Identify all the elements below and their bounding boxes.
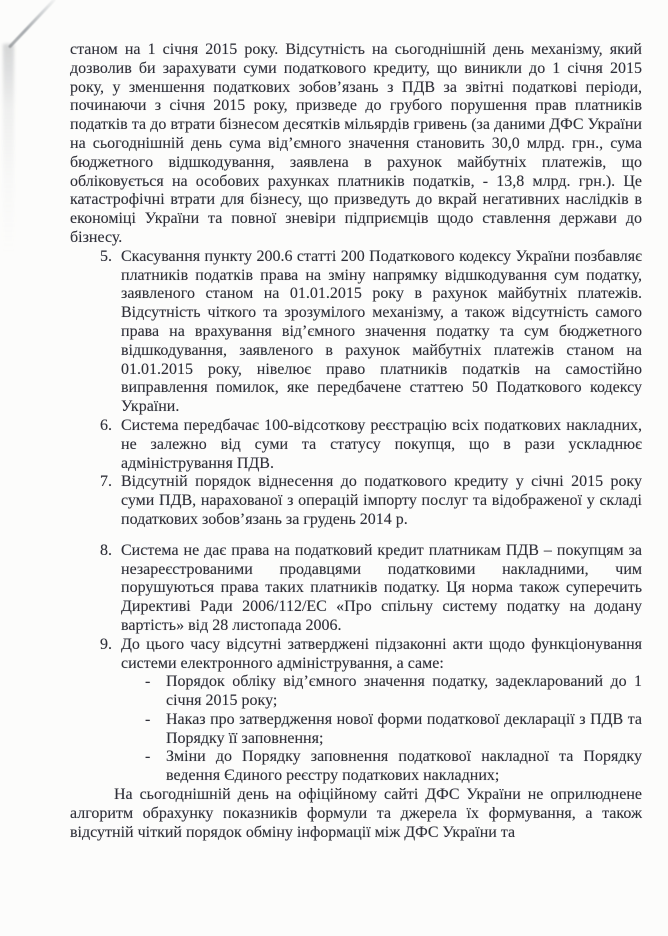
list-item-5-text: Скасування пункту 200.6 статті 200 Податкового кодексу України позбавляє платників податків права на зміну напрямку відшкодування сум податку, заявленого станом на 01.01.2015 року в рахунок майбутніх платежів. Відсутність чіткого та зрозумілого механізму, а також відсутність самого права на врахування від’ємного значення податку та сум бюджетного відшкодування, заявленого в рахунок майбутніх платежів станом на 01.01.2015 року, нівелює право платників податків на самостійно виправлення помилок, яке передбачене статтею 50 Податкового кодексу України. <box>121 247 642 416</box>
document-body <box>70 41 642 842</box>
list-item-8 <box>100 541 642 636</box>
scan-corner-fold-artifact <box>8 0 56 49</box>
list-item-9-sub-2-text: Наказ про затвердження нової форми податкової декларації з ПДВ та Порядку її заповнення; <box>166 710 642 747</box>
closing-paragraph: На сьогоднішній день на офіційному сайті ДФС України не оприлюднене алгоритм обрахунку показників формули та джерела їх формування, а також відсутній чіткий порядок обміну інформації між ДФС України та <box>70 786 642 841</box>
list-item-8-text: Система не дає права на податковий кредит платникам ПДВ – покупцям за незареєстрованими продавцями податковими накладними, чим порушуються права таких платників податку. Ця норма також суперечить Директиві Ради 2006/112/ЕС «Про спільну систему податку на додану вартість» від 28 листопада 2006. <box>121 541 642 634</box>
list-item-5-number: 5. <box>100 247 112 265</box>
list-item-9-sub-1-text: Порядок обліку від’ємного значення податку, задекларований до 1 січня 2015 року; <box>166 673 642 710</box>
list-item-6 <box>100 416 642 473</box>
list-item-9-number: 9. <box>100 635 112 653</box>
list-item-9-sub-2 <box>121 711 642 749</box>
list-item-6-number: 6. <box>100 416 112 434</box>
list-item-9-text: До цього часу відсутні затверджені підзаконні акти щодо функціонування системи електронного адміністрування, а саме: <box>121 635 642 672</box>
list-item-7-text: Відсутній порядок віднесення до податкового кредиту у січні 2015 року суми ПДВ, нарахованої з операцій імпорту послуг та відображеної у складі податкових зобов’язань за грудень 2014 р. <box>121 473 642 528</box>
list-item-9-sub-1 <box>121 673 642 711</box>
dash-bullet-marker: - <box>145 748 151 766</box>
paragraph-continuation: станом на 1 січня 2015 року. Відсутність на сьогоднішній день механізму, який дозволив би зарахувати суми податкового кредиту, що виникли до 1 січня 2015 року, у зменшення податкових зобов’язань з ПДВ за звітні податкові періоди, починаючи з січня 2015 року, призведе до грубого порушення прав платників податків та до втрати бізнесом десятків мільярдів гривень (за даними ДФС України на сьогоднішній день сума від’ємного значення становить 30,0 млрд. грн., сума бюджетного відшкодування, заявлена в рахунок майбутніх платежів, що обліковується на особових рахунках платників податків, - 13,8 млрд. грн.). Це катастрофічні втрати для бізнесу, що призведуть до вкрай негативних наслідків в економіці України та повної зневіри підприємців щодо ставлення держави до бізнесу. <box>70 41 642 246</box>
list-item-9 <box>100 635 642 786</box>
list-item-7 <box>100 473 642 529</box>
list-item-6-text: Система передбачає 100-відсоткову реєстрацію всіх податкових накладних, не залежно від суми та статусу покупця, що в рази ускладнює адміністрування ПДВ. <box>121 416 642 472</box>
dash-bullet-marker: - <box>145 710 151 728</box>
list-item-5 <box>100 247 642 417</box>
list-item-8-number: 8. <box>100 541 112 559</box>
list-item-9-sub-3-text: Зміни до Порядку заповнення податкової накладної та Порядку ведення Єдиного реєстру податкових накладних; <box>166 748 642 785</box>
list-item-9-sub-3 <box>121 748 642 786</box>
dash-bullet-marker: - <box>145 673 151 691</box>
scan-left-edge-shadow-artifact <box>3 44 14 254</box>
list-item-7-number: 7. <box>100 473 112 491</box>
